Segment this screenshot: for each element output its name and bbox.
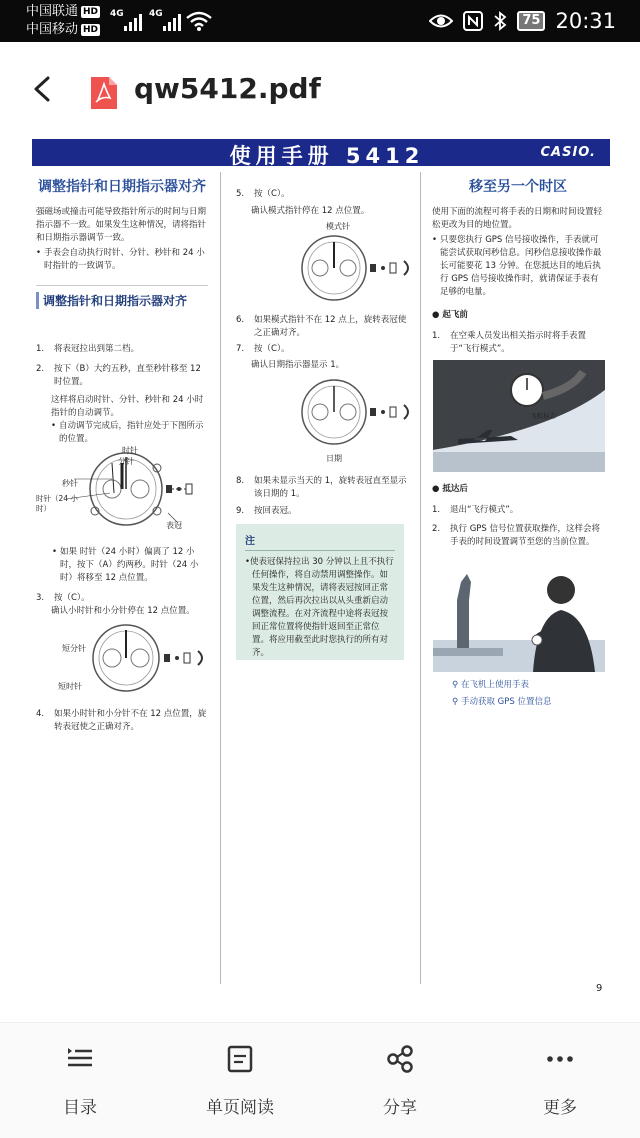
- steps-6-7: [236, 314, 408, 372]
- link-using-watch-on-plane[interactable]: ⚲ 在飞机上使用手表: [452, 680, 529, 690]
- carrier-info: [26, 3, 100, 39]
- note-text: 使表冠保持拉出 30 分钟以上且不执行任何操作，将自动禁用调整操作。如果发生这种情况，请将表冠按回正常位置，然后再次拉出以从头重新启动调整流程。在对齐流程中途将表冠按回正常位置将使指针返回至正常位置。将应用截至此时您执行的所有对齐。: [250, 557, 394, 658]
- arrival-step-1: 1. 退出“飞行模式”。: [432, 505, 519, 515]
- airplane-illustration-icon: [433, 360, 605, 472]
- label-mode-hand: 模式针: [326, 222, 350, 231]
- step-text: 如果未显示当天的 1，旋转表冠直至显示该日期的 1。: [254, 476, 407, 499]
- carrier-1: 中国联通: [26, 4, 79, 19]
- label-small-hour: 短时针: [58, 682, 82, 691]
- section-title: 移至另一个时区: [469, 179, 567, 195]
- step-detail: 确认小时针和小分针停在 12 点位置。: [51, 606, 195, 616]
- step-text: 按（C）。: [254, 344, 290, 354]
- battery-level: 75: [517, 11, 545, 31]
- step-detail: 确认模式指针停在 12 点位置。: [251, 206, 370, 216]
- step-text: 按（C）。: [54, 593, 90, 603]
- pdf-file-icon: [88, 76, 118, 110]
- label-24h-hand: 时针（24 小时）: [36, 494, 78, 513]
- step-text: 将表冠拉出到第二档。: [54, 344, 140, 354]
- heading-text: 起飞前: [442, 310, 468, 320]
- step-text: 如果小时针和小分针不在 12 点位置，旋转表冠使之正确对齐。: [54, 709, 207, 732]
- signal-icon: [110, 9, 144, 31]
- column-3: [432, 172, 604, 356]
- clock: 20:31: [555, 9, 616, 33]
- step-3: [36, 592, 208, 618]
- watch-diagram-icon: [270, 232, 420, 308]
- label-date: 日期: [326, 454, 342, 463]
- step-detail: 确认日期指示器显示 1。: [251, 360, 345, 370]
- step-text: 退出“飞行模式”。: [450, 505, 519, 515]
- arrival-step-2: 2. 执行 GPS 信号位置获取操作，这样会将手表的时间设置调节至您的当前位置。: [432, 523, 604, 549]
- step-text: 在空乘人员发出相关指示时将手表置于“飞行模式”。: [450, 331, 587, 354]
- label-second-hand: 秒针: [62, 479, 78, 488]
- divider: [36, 285, 208, 286]
- paragraph: 使用下面的流程可将手表的日期和时间设置轻松更改为目的地位置。: [432, 207, 603, 230]
- step-5: [236, 188, 408, 218]
- manual-title: 使用手册 5412: [229, 144, 425, 168]
- arrival-heading: ● 抵达后: [432, 484, 468, 494]
- label-hour-hand: 时针: [122, 446, 138, 455]
- divider: [245, 550, 395, 551]
- hd-badge: HD: [83, 25, 99, 35]
- label-minute-hand: 分针: [118, 457, 134, 466]
- takeoff-step-1: 1. 在空乘人员发出相关指示时将手表置于“飞行模式”。: [432, 330, 604, 356]
- bottom-toolbar: [0, 1022, 640, 1138]
- brand-logo: CASIO.: [540, 145, 596, 160]
- bullet-item: [52, 546, 210, 585]
- column-divider: [220, 172, 221, 984]
- carrier-2: 中国移动: [26, 22, 79, 37]
- file-name: qw5412.pdf: [134, 72, 321, 105]
- page-number: 9: [596, 983, 603, 994]
- steps-1-2: [36, 343, 208, 446]
- single-page-icon: [226, 1045, 254, 1073]
- signal-icon: [149, 9, 183, 31]
- toc-button[interactable]: [0, 1023, 160, 1138]
- tab-label: 更多: [543, 1098, 577, 1118]
- bullet-item: • 手表会自动执行时针、分针、秒针和 24 小时指针的一致调节。: [36, 247, 208, 273]
- step-2: 2. 按下（B）大约五秒，直至秒针移至 12 时位置。: [36, 363, 208, 389]
- step-row: 3. 按（C）。: [36, 593, 90, 603]
- system-icons: [429, 8, 616, 34]
- step-4: [36, 708, 208, 734]
- tab-label: 目录: [63, 1098, 97, 1118]
- note-box: [236, 524, 404, 660]
- link-text[interactable]: 手动获取 GPS 位置信息: [460, 697, 552, 707]
- subsection-title: 调整指针和日期指示器对齐: [36, 292, 208, 309]
- section-title: 调整指针和日期指示器对齐: [38, 179, 206, 195]
- bullet-row: • 如果 时针（24 小时）偏离了 12 小时，按下（A）约两秒。时针（24 小时）将移至 12 点位置。: [52, 546, 210, 585]
- bullet-text: 自动调节完成后，指针应处于下图所示的位置。: [59, 421, 204, 444]
- share-icon: [386, 1045, 414, 1073]
- arrival-section: [432, 483, 604, 549]
- takeoff-heading: ● 起飞前: [432, 310, 468, 320]
- step-8: 8. 如果未显示当天的 1，旋转表冠直至显示该日期的 1。: [236, 476, 407, 499]
- network-type: 4G: [110, 9, 124, 19]
- step-1: 1. 将表冠拉出到第二档。: [36, 344, 140, 354]
- paragraph: 强磁场或撞击可能导致指针所示的时间与日期指示器不一致。如果发生这种情况，请将指针和日期指示器调节一致。: [36, 207, 207, 243]
- hd-badge: HD: [83, 7, 99, 17]
- label-small-minute: 短分针: [62, 644, 86, 653]
- toc-icon: [66, 1045, 94, 1069]
- step-text: 按回表冠。: [254, 506, 297, 516]
- step-7: 7. 按（C）。: [236, 344, 290, 354]
- step-detail: 这样将启动时针、分针、秒针和 24 小时指针的自动调节。: [51, 395, 204, 418]
- nfc-icon: [463, 11, 483, 31]
- app-header: [0, 42, 640, 140]
- bullet-text: 只要您执行 GPS 信号接收操作，手表就可能尝试获取闰秒信息。闰秒信息接收操作最长可能要花 13 分钟。在您抵达目的地后执行 GPS 信号接收操作时，就请保证手表有足够的电量。: [440, 235, 602, 297]
- label-crown: 表冠: [166, 521, 182, 530]
- tab-label: 分享: [383, 1098, 417, 1118]
- bullet-item: • 自动调节完成后，指针应处于下图所示的位置。: [36, 420, 208, 446]
- step-row: 4. 如果小时针和小分针不在 12 点位置，旋转表冠使之正确对齐。: [36, 709, 207, 732]
- more-button[interactable]: [480, 1023, 640, 1138]
- step-9: 9. 按回表冠。: [236, 506, 297, 516]
- more-icon: [546, 1045, 574, 1073]
- manual-banner: [32, 139, 610, 166]
- watch-diagram-icon: [270, 376, 420, 450]
- steps-8-9: [236, 475, 408, 518]
- network-type: 4G: [149, 9, 163, 19]
- single-page-button[interactable]: [160, 1023, 320, 1138]
- step-row: 5. 按（C）。: [236, 189, 290, 199]
- note-body: •使表冠保持拉出 30 分钟以上且不执行任何操作，将自动禁用调整操作。如果发生这种情况，请将表冠按回正常位置，然后再次拉出以从头重新启动调整流程。在对齐流程中途将表冠按回正常位置将使指针返回至正常位置。将应用截至此时您执行的所有对齐。: [245, 557, 394, 658]
- column-1: [36, 172, 208, 309]
- arrival-illustration-icon: [433, 560, 605, 672]
- label-flight-mode: 飞机标志: [530, 412, 556, 420]
- link-manual-gps[interactable]: ⚲ 手动获取 GPS 位置信息: [452, 697, 552, 707]
- note-title: 注: [245, 536, 255, 547]
- step-text: 执行 GPS 信号位置获取操作，这样会将手表的时间设置调节至您的当前位置。: [450, 524, 601, 547]
- wifi-icon: [186, 11, 212, 31]
- link-text[interactable]: 在飞机上使用手表: [460, 680, 529, 690]
- bullet-text: 如果 时针（24 小时）偏离了 12 小时，按下（A）约两秒。时针（24 小时）将移至 12 点位置。: [60, 547, 199, 583]
- share-button[interactable]: [320, 1023, 480, 1138]
- heading-text: 抵达后: [442, 484, 468, 494]
- step-text: 按（C）。: [254, 189, 290, 199]
- bullet-text: 手表会自动执行时针、分针、秒针和 24 小时指针的一致调节。: [44, 248, 205, 271]
- eye-icon: [429, 12, 453, 30]
- step-6: 6. 如果模式指针不在 12 点上，旋转表冠使之正确对齐。: [236, 315, 407, 338]
- tab-label: 单页阅读: [206, 1098, 274, 1118]
- status-bar: [0, 0, 640, 42]
- bluetooth-icon: [493, 11, 507, 31]
- bullet-item: • 只要您执行 GPS 信号接收操作，手表就可能尝试获取闰秒信息。闰秒信息接收操作最长可能要花 13 分钟。在您抵达目的地后执行 GPS 信号接收操作时，就请保证手表有足够的电量。: [432, 234, 604, 299]
- step-text: 按下（B）大约五秒，直至秒针移至 12 时位置。: [54, 364, 201, 387]
- column-divider: [420, 172, 421, 984]
- step-text: 如果模式指针不在 12 点上，旋转表冠使之正确对齐。: [254, 315, 407, 338]
- back-arrow-icon[interactable]: [28, 74, 58, 104]
